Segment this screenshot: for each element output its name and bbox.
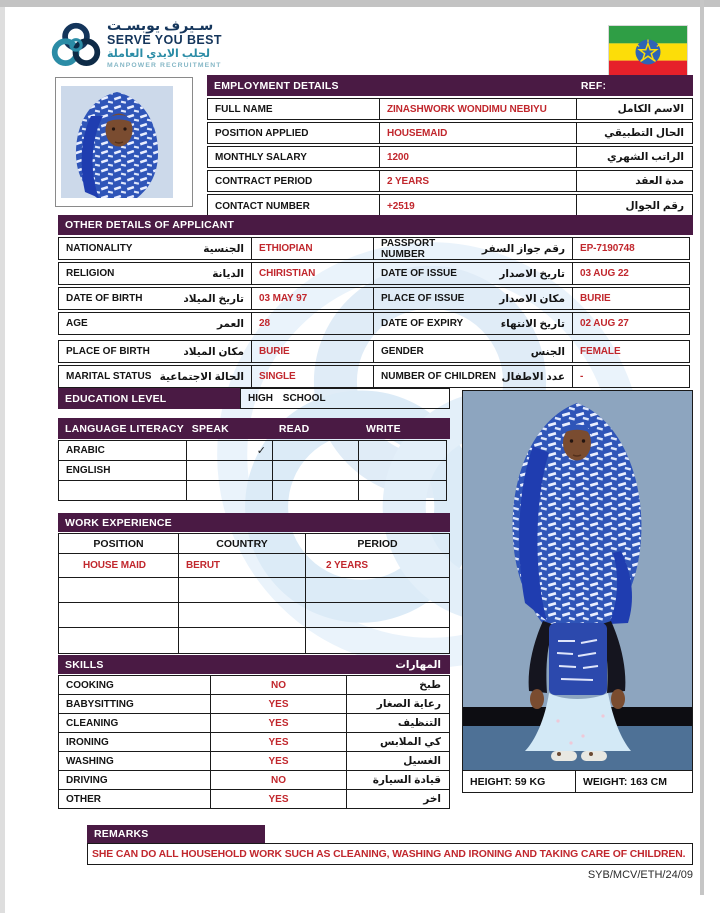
work-period: 2 YEARS (305, 553, 450, 578)
table-row (207, 122, 693, 144)
work-country (178, 602, 306, 628)
brand-tagline-arabic: لجلب الايدي العاملة (107, 48, 211, 60)
skill-label-arabic: كي الملابس (346, 732, 450, 752)
field-label-arabic: الجنسية (203, 242, 244, 255)
education-level-value: HIGH SCHOOL (240, 388, 450, 409)
field-label-arabic: العمر (216, 317, 244, 330)
weight-value: WEIGHT: 163 CM (575, 770, 693, 793)
field-label: POSITION APPLIED (207, 122, 380, 144)
field-label: FULL NAME (207, 98, 380, 120)
skill-label-arabic: رعاية الصغار (346, 694, 450, 714)
language-speak-cell (186, 480, 273, 501)
skill-label: CLEANING (58, 713, 211, 733)
work-period (305, 602, 450, 628)
language-label (58, 480, 187, 501)
skill-value: YES (210, 751, 347, 771)
field-label: GENDER (381, 346, 424, 357)
skills-title-arabic: المهارات (272, 655, 450, 674)
skill-value: YES (210, 713, 347, 733)
table-row (207, 170, 693, 192)
language-literacy-table (58, 418, 450, 501)
remarks-text: SHE CAN DO ALL HOUSEHOLD WORK SUCH AS CLEANING, WASHING AND IRONING AND TAKING CARE OF CHILDREN. (87, 843, 693, 865)
field-value: 02 AUG 27 (572, 312, 690, 335)
work-country (178, 627, 306, 654)
field-value: CHIRISTIAN (251, 262, 374, 285)
field-label-arabic: تاريخ الانتهاء (500, 317, 565, 330)
education-level-title: EDUCATION LEVEL (58, 388, 240, 409)
skills-header-bar (58, 655, 450, 674)
work-header-spacer (249, 513, 450, 532)
table-row (58, 751, 450, 771)
other-details-table (58, 215, 693, 388)
field-label: NUMBER OF CHILDREN (381, 371, 496, 382)
field-value: 2 YEARS (379, 170, 577, 192)
field-value: FEMALE (572, 340, 690, 363)
scan-edge-top (0, 0, 720, 7)
language-header-row (58, 418, 450, 439)
field-value: - (572, 365, 690, 388)
language-speak-cell (186, 460, 273, 481)
field-label-arabic: مدة العقد (576, 170, 693, 192)
skills-table (58, 655, 450, 809)
table-row (58, 732, 450, 752)
table-row (58, 675, 450, 695)
field-label-arabic: الاسم الكامل (576, 98, 693, 120)
skill-label: COOKING (58, 675, 211, 695)
table-row (207, 98, 693, 120)
table-row (58, 694, 450, 714)
work-experience-table (58, 513, 450, 654)
field-label-arabic: تاريخ الميلاد (183, 292, 244, 305)
field-label-arabic: رقم الجوال (576, 194, 693, 218)
language-read-cell (272, 460, 359, 481)
skill-value: NO (210, 675, 347, 695)
work-col-header: POSITION (58, 533, 179, 554)
field-label-arabic: مكان الاصدار (499, 292, 565, 305)
table-row (58, 287, 693, 310)
table-row (58, 602, 450, 628)
table-row (58, 460, 450, 481)
scan-edge-left (0, 7, 5, 913)
skill-label-arabic: قيادة السيارة (346, 770, 450, 790)
language-read-cell (272, 480, 359, 501)
field-label: DATE OF EXPIRY (381, 318, 464, 329)
field-label: MARITAL STATUS (66, 371, 152, 382)
work-position: HOUSE MAID (58, 553, 179, 578)
field-value: +2519 (379, 194, 577, 218)
skills-title: SKILLS (58, 655, 272, 674)
field-label: MONTHLY SALARY (207, 146, 380, 168)
field-label-arabic: عدد الاطفال (501, 370, 565, 383)
field-value: 03 AUG 22 (572, 262, 690, 285)
field-value: EP-7190748 (572, 237, 690, 260)
language-write-cell (358, 460, 447, 481)
table-row (58, 312, 693, 335)
employment-ref-label: REF: (574, 75, 693, 96)
field-label-arabic: مكان الميلاد (183, 345, 244, 358)
language-label: ENGLISH (58, 460, 187, 481)
language-col-header: WRITE (359, 418, 450, 439)
field-value: ETHIOPIAN (251, 237, 374, 260)
remarks-title: REMARKS (87, 825, 265, 843)
table-row (58, 770, 450, 790)
brand-tagline-english: MANPOWER RECRUITMENT (107, 62, 222, 69)
scan-edge-right (700, 0, 704, 895)
skill-label: DRIVING (58, 770, 211, 790)
field-label: PASSPORT NUMBER (381, 237, 436, 260)
field-label-arabic: الحال التطبيقي (576, 122, 693, 144)
employment-table (207, 75, 693, 218)
document-ref-code: SYB/MCV/ETH/24/09 (587, 869, 693, 881)
table-row (58, 789, 450, 809)
language-write-cell (358, 480, 447, 501)
table-row (58, 480, 450, 501)
field-label-arabic: الراتب الشهري (576, 146, 693, 168)
field-label: AGE (66, 318, 88, 329)
other-details-title: OTHER DETAILS OF APPLICANT (58, 215, 421, 235)
field-label: CONTRACT PERIOD (207, 170, 380, 192)
field-value: 28 (251, 312, 374, 335)
table-row (58, 440, 450, 461)
skill-label: BABYSITTING (58, 694, 211, 714)
field-label: RELIGION (66, 268, 115, 279)
work-country: BERUT (178, 553, 306, 578)
photo-stats-row (462, 770, 693, 793)
applicant-fullbody-photo (463, 391, 692, 770)
skill-label: WASHING (58, 751, 211, 771)
work-period (305, 577, 450, 603)
skill-label-arabic: التنظيف (346, 713, 450, 733)
field-value: 03 MAY 97 (251, 287, 374, 310)
language-col-header: SPEAK (185, 418, 272, 439)
field-label: PLACE OF BIRTH (66, 346, 150, 357)
work-country (178, 577, 306, 603)
height-value: HEIGHT: 59 KG (462, 770, 576, 793)
field-label-arabic: الحالة الاجتماعية (159, 370, 244, 383)
skill-value: YES (210, 789, 347, 809)
field-label: DATE OF ISSUE (381, 268, 457, 279)
brand-name-arabic: سـيرف يوبسـت (107, 17, 214, 33)
skill-label-arabic: اخر (346, 789, 450, 809)
table-row (58, 627, 450, 654)
applicant-fullbody-frame (462, 390, 693, 793)
field-value: 1200 (379, 146, 577, 168)
table-row (58, 577, 450, 603)
employment-header-row (207, 75, 693, 96)
ethiopia-flag-icon (608, 25, 688, 79)
checkmark-icon: ✓ (186, 440, 273, 461)
skill-value: YES (210, 732, 347, 752)
table-row (58, 553, 450, 578)
other-details-header-row (58, 215, 693, 235)
table-row (207, 146, 693, 168)
field-value: ZINASHWORK WONDIMU NEBIYU (379, 98, 577, 120)
skill-value: NO (210, 770, 347, 790)
other-details-header-spacer (421, 215, 693, 235)
table-row (58, 237, 693, 260)
table-row (58, 262, 693, 285)
field-label: DATE OF BIRTH (66, 293, 143, 304)
field-label-arabic: الجنس (530, 345, 565, 358)
field-value: BURIE (251, 340, 374, 363)
applicant-headshot-frame (55, 77, 193, 207)
field-value: HOUSEMAID (379, 122, 577, 144)
field-label: PLACE OF ISSUE (381, 293, 465, 304)
field-value: BURIE (572, 287, 690, 310)
skill-value: YES (210, 694, 347, 714)
table-row (58, 340, 693, 363)
skill-label-arabic: الغسيل (346, 751, 450, 771)
work-position (58, 602, 179, 628)
field-value: SINGLE (251, 365, 374, 388)
table-row (58, 365, 693, 388)
language-read-cell (272, 440, 359, 461)
work-period (305, 627, 450, 654)
work-experience-title: WORK EXPERIENCE (58, 513, 249, 532)
field-label-arabic: الديانة (212, 267, 244, 280)
applicant-headshot-photo (60, 86, 174, 198)
work-position (58, 577, 179, 603)
work-column-header-row (58, 533, 450, 554)
language-col-header: LANGUAGE LITERACY (58, 418, 185, 439)
field-label-arabic: رقم جواز السفر (481, 242, 566, 255)
field-label-arabic: تاريخ الاصدار (499, 267, 565, 280)
field-label: NATIONALITY (66, 243, 133, 254)
language-write-cell (358, 440, 447, 461)
work-col-header: PERIOD (305, 533, 450, 554)
language-label: ARABIC (58, 440, 187, 461)
skill-label-arabic: طبخ (346, 675, 450, 695)
brand-text-block (107, 18, 277, 70)
field-label: CONTACT NUMBER (207, 194, 380, 218)
employment-title: EMPLOYMENT DETAILS (207, 75, 574, 96)
work-position (58, 627, 179, 654)
skill-label: IRONING (58, 732, 211, 752)
table-row (58, 713, 450, 733)
work-header-bar (58, 513, 450, 532)
brand-logo-icon (50, 21, 102, 73)
work-col-header: COUNTRY (178, 533, 306, 554)
language-col-header: READ (272, 418, 359, 439)
brand-name-english: SERVE YOU BEST (107, 33, 222, 47)
skill-label: OTHER (58, 789, 211, 809)
